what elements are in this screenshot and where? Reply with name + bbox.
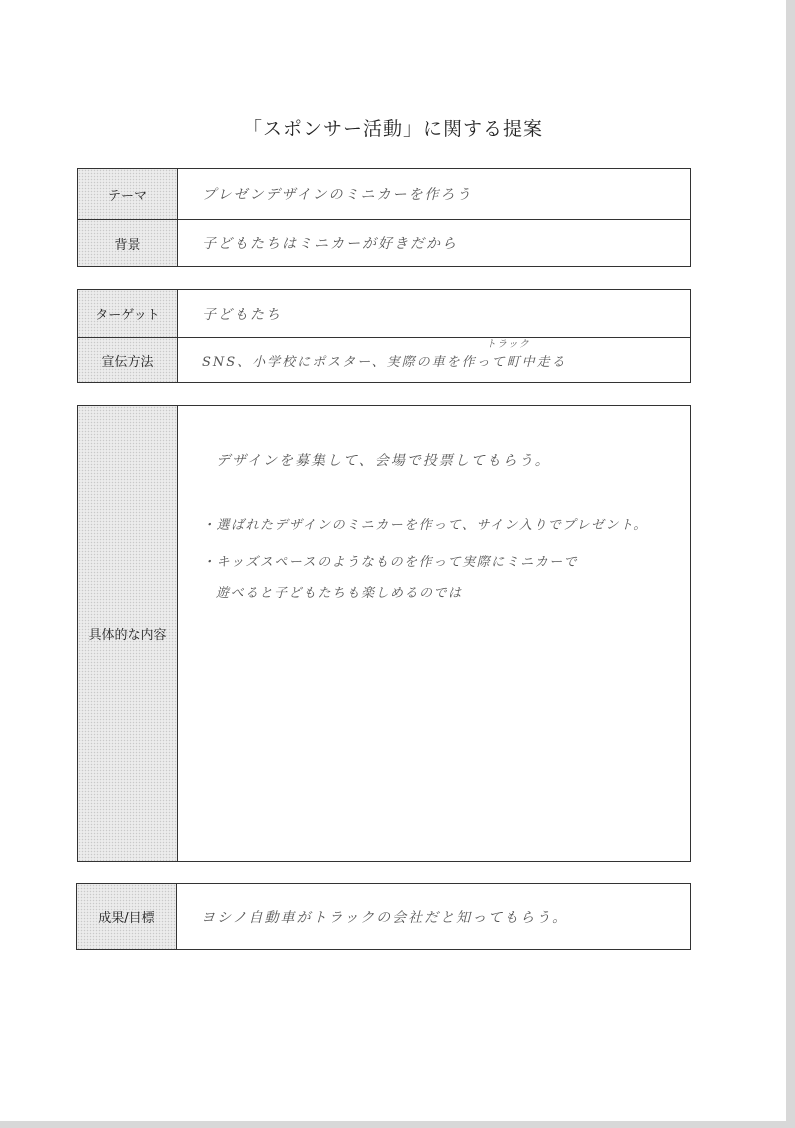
result-row: [77, 884, 690, 949]
page-edge-bottom: [0, 1121, 795, 1128]
page-title: 「スポンサー活動」に関する提案: [242, 118, 543, 140]
details-line-2: ・選ばれたデザインのミニカーを作って、サイン入りでプレゼント。: [202, 518, 648, 533]
target-label: ターゲット: [78, 290, 178, 337]
promotion-value: [178, 338, 690, 382]
details-line-1: デザインを募集して、会場で投票してもらう。: [216, 453, 551, 469]
details-table: [77, 405, 691, 862]
target-row: [78, 290, 690, 337]
result-table: [76, 883, 691, 950]
theme-label: テーマ: [78, 169, 178, 219]
theme-row: [78, 169, 690, 219]
page-edge-right: [786, 0, 795, 1128]
target-value: 子どもたち: [202, 306, 282, 323]
details-line-4: 遊べると子どもたちも楽しめるのでは: [216, 586, 463, 601]
theme-background-table: [77, 168, 691, 267]
promotion-row: [78, 337, 690, 382]
promotion-label: 宣伝方法: [78, 338, 178, 382]
promotion-text: SNS、小学校にポスター、実際の車を作って町中走る: [202, 354, 567, 370]
details-label: 具体的な内容: [78, 406, 178, 861]
details-content: [178, 406, 690, 861]
details-line-3: ・キッズスペースのようなものを作って実際にミニカーで: [202, 555, 579, 570]
details-row: [78, 406, 690, 861]
target-promotion-table: [77, 289, 691, 383]
theme-value: プレゼンデザインのミニカーを作ろう: [202, 187, 473, 203]
promotion-ruby: トラック: [486, 339, 530, 350]
background-label: 背景: [78, 220, 178, 266]
result-value: ヨシノ自動車がトラックの会社だと知ってもらう。: [201, 909, 569, 926]
background-value: 子どもたちはミニカーが好きだから: [202, 236, 458, 252]
background-row: [78, 219, 690, 266]
result-label: 成果/目標: [77, 884, 177, 949]
